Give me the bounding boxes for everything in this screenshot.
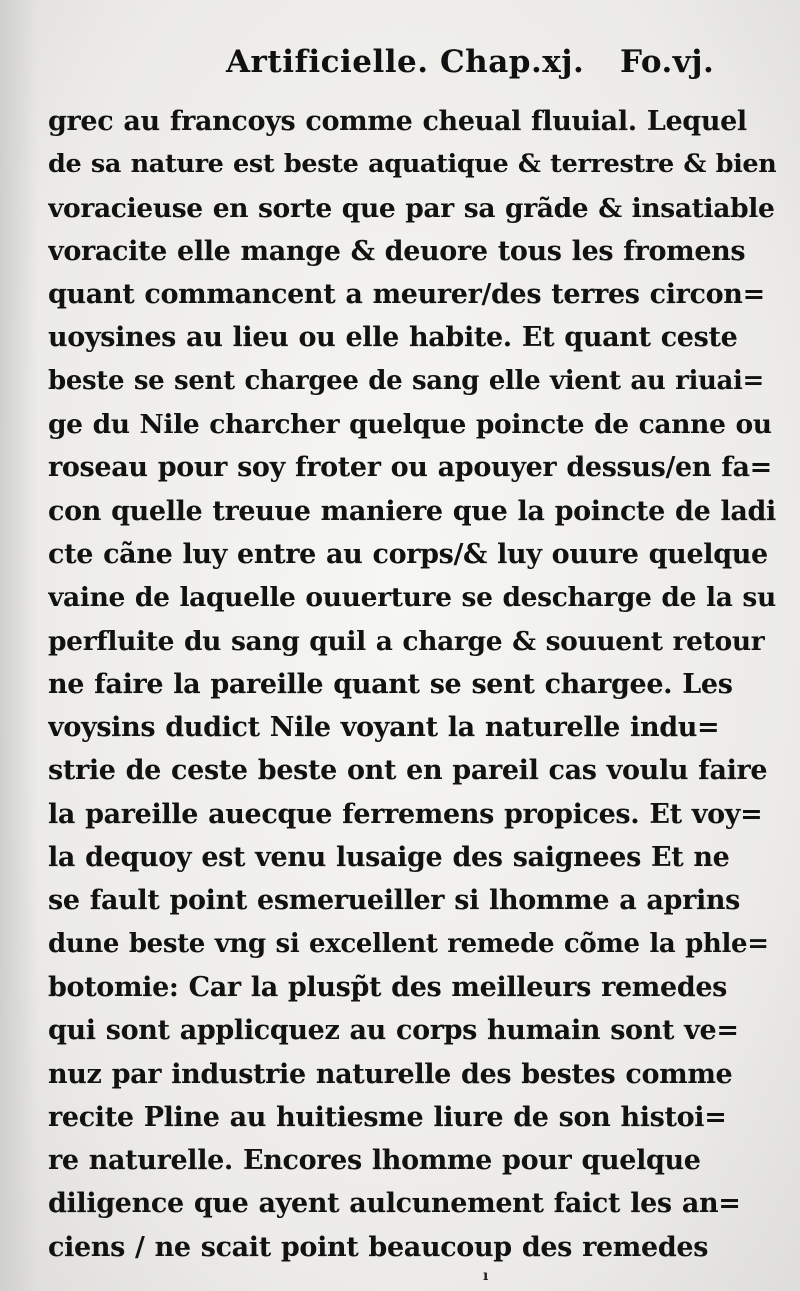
- text-line: beste se sent chargee de sang elle vient au riuai=: [48, 365, 764, 396]
- text-line: roseau pour soy froter ou apouyer dessus/en fa=: [48, 452, 772, 484]
- text-line: cte cãne luy entre au corps/& luy ouure quelque: [48, 538, 768, 570]
- text-line: dune beste vng si excellent remede cõme la phle=: [48, 928, 769, 959]
- text-line: qui sont applicquez au corps humain sont ve=: [48, 1015, 739, 1047]
- footer-mark: ı: [483, 1268, 489, 1284]
- text-line: con quelle treuue maniere que la poincte de ladi: [48, 495, 776, 527]
- text-line: ge du Nile charcher quelque poincte de canne ou: [48, 409, 772, 441]
- text-line: botomie: Car la plusp̃t des meilleurs remedes: [48, 971, 728, 1003]
- header-title: Artificielle.: [226, 44, 429, 80]
- text-line: grec au francoys comme cheual fluuial. Lequel: [48, 106, 747, 137]
- running-header: [0, 44, 800, 96]
- text-line: de sa nature est beste aquatique & terrestre & bien: [48, 149, 776, 180]
- text-line: voracite elle mange & deuore tous les fromens: [48, 235, 746, 267]
- text-block: [48, 100, 776, 1269]
- text-line: re naturelle. Encores lhomme pour quelque: [48, 1145, 701, 1177]
- text-line: se fault point esmerueiller si lhomme a aprins: [48, 885, 740, 917]
- text-line: vaine de laquelle ouuerture se descharge de la su: [48, 582, 776, 614]
- text-line: recite Pline au huitiesme liure de son histoi=: [48, 1101, 727, 1133]
- text-line: perfluite du sang quil a charge & souuent retour: [48, 625, 765, 657]
- text-line: ciens / ne scait point beaucoup des remedes: [48, 1231, 709, 1263]
- text-line: ne faire la pareille quant se sent chargee. Les: [48, 668, 733, 700]
- text-line: uoysines au lieu ou elle habite. Et quant ceste: [48, 322, 738, 354]
- text-line: voracieuse en sorte que par sa grãde & insatiable: [48, 192, 775, 224]
- text-line: diligence que ayent aulcunement faict les an=: [48, 1188, 741, 1220]
- text-line: la pareille auecque ferremens propices. Et voy=: [48, 798, 763, 830]
- text-line: quant commancent a meurer/des terres circon=: [48, 279, 765, 311]
- text-line: strie de ceste beste ont en pareil cas voulu faire: [48, 755, 768, 787]
- text-line: la dequoy est venu lusaige des saignees Et ne: [48, 842, 730, 874]
- text-line: voysins dudict Nile voyant la naturelle indu=: [48, 712, 720, 744]
- header-chapter: Chap.xj.: [440, 44, 585, 80]
- text-line: nuz par industrie naturelle des bestes comme: [48, 1058, 733, 1090]
- header-folio: Fo.vj.: [620, 44, 715, 80]
